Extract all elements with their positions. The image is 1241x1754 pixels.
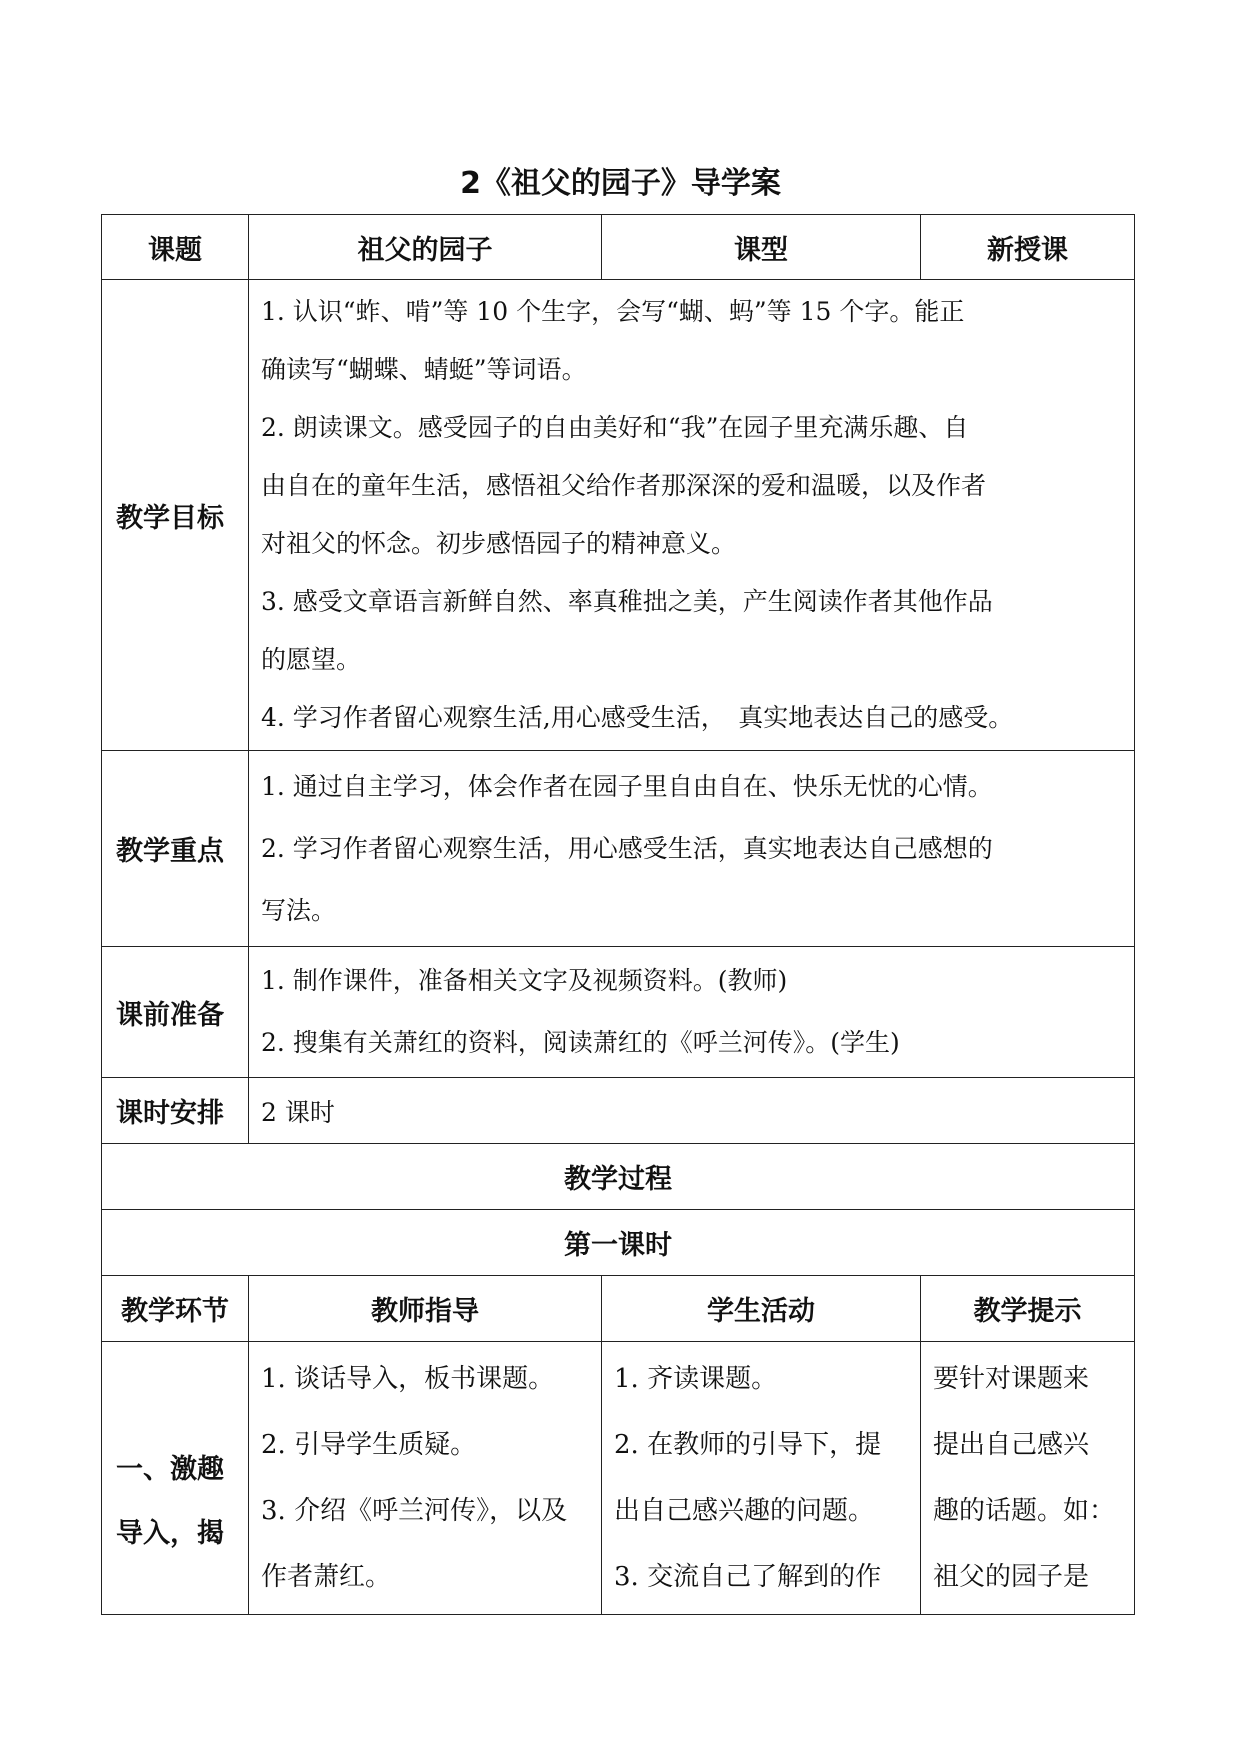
student-line: 2. 在教师的引导下，提 [614, 1430, 882, 1460]
teacher-line: 2. 引导学生质疑。 [261, 1430, 477, 1460]
student-line: 出自己感兴趣的问题。 [614, 1496, 875, 1526]
key-points-line: 2. 学习作者留心观察生活，用心感受生活，真实地表达自己感想的 [261, 833, 993, 863]
preparation-label: 课前准备 [102, 947, 249, 1078]
preparation-line: 2. 搜集有关萧红的资料，阅读萧红的《呼兰河传》。(学生) [261, 1028, 900, 1057]
key-points-line: 写法。 [261, 895, 337, 925]
student-line: 1. 齐读课题。 [614, 1364, 778, 1394]
student-line: 3. 交流自己了解到的作 [614, 1562, 882, 1592]
objectives-line: 的愿望。 [261, 645, 362, 674]
teacher-line: 作者萧红。 [261, 1562, 392, 1592]
type-value: 新授课 [921, 215, 1135, 280]
teacher-cell [249, 1342, 602, 1615]
schedule-value: 2 课时 [249, 1078, 1135, 1144]
schedule-row [102, 1078, 1135, 1144]
lesson-plan-table [101, 214, 1135, 1615]
objectives-row [102, 280, 1135, 751]
key-points-content [249, 751, 1135, 947]
column-tips: 教学提示 [921, 1276, 1135, 1342]
preparation-row [102, 947, 1135, 1078]
preparation-line: 1. 制作课件，准备相关文字及视频资料。(教师) [261, 966, 788, 995]
first-stage-row [102, 1342, 1135, 1615]
objectives-line: 4. 学习作者留心观察生活,用心感受生活， 真实地表达自己的感受。 [261, 703, 1014, 732]
objectives-line: 对祖父的怀念。初步感悟园子的精神意义。 [261, 529, 737, 558]
stage-line: 一、激趣 [116, 1454, 224, 1485]
key-points-line: 1. 通过自主学习，体会作者在园子里自由自在、快乐无忧的心情。 [261, 771, 993, 801]
key-points-label: 教学重点 [102, 751, 249, 947]
column-student: 学生活动 [602, 1276, 921, 1342]
document-title: 2《祖父的园子》导学案 [460, 166, 781, 201]
process-heading-row [102, 1144, 1135, 1210]
objectives-line: 3. 感受文章语言新鲜自然、率真稚拙之美，产生阅读作者其他作品 [261, 587, 993, 616]
type-label: 课型 [602, 215, 921, 280]
teacher-line: 1. 谈话导入，板书课题。 [261, 1364, 555, 1394]
tips-line: 趣的话题。如： [933, 1496, 1116, 1526]
lesson-heading: 第一课时 [102, 1210, 1135, 1276]
topic-value: 祖父的园子 [249, 215, 602, 280]
tips-line: 要针对课题来 [933, 1364, 1090, 1394]
tips-line: 祖父的园子是 [933, 1562, 1090, 1592]
column-stage: 教学环节 [102, 1276, 249, 1342]
tips-line: 提出自己感兴 [933, 1430, 1090, 1460]
objectives-label: 教学目标 [102, 280, 249, 751]
header-row [102, 215, 1135, 280]
objectives-content [249, 280, 1135, 751]
process-heading: 教学过程 [102, 1144, 1135, 1210]
objectives-line: 确读写“蝴蝶、蜻蜓”等词语。 [261, 355, 587, 384]
objectives-line: 1. 认识“蚱、啃”等 10 个生字，会写“蝴、蚂”等 15 个字。能正 [261, 297, 965, 326]
stage-cell [102, 1342, 249, 1615]
column-teacher: 教师指导 [249, 1276, 602, 1342]
objectives-line: 2. 朗读课文。感受园子的自由美好和“我”在园子里充满乐趣、自 [261, 413, 969, 442]
key-points-row [102, 751, 1135, 947]
student-cell [602, 1342, 921, 1615]
topic-label: 课题 [102, 215, 249, 280]
tips-cell [921, 1342, 1135, 1615]
column-header-row [102, 1276, 1135, 1342]
preparation-content [249, 947, 1135, 1078]
teacher-line: 3. 介绍《呼兰河传》，以及 [261, 1496, 568, 1526]
lesson-heading-row [102, 1210, 1135, 1276]
stage-line: 导入，揭 [116, 1518, 224, 1549]
schedule-label: 课时安排 [102, 1078, 249, 1144]
objectives-line: 由自在的童年生活，感悟祖父给作者那深深的爱和温暖，以及作者 [261, 471, 987, 500]
